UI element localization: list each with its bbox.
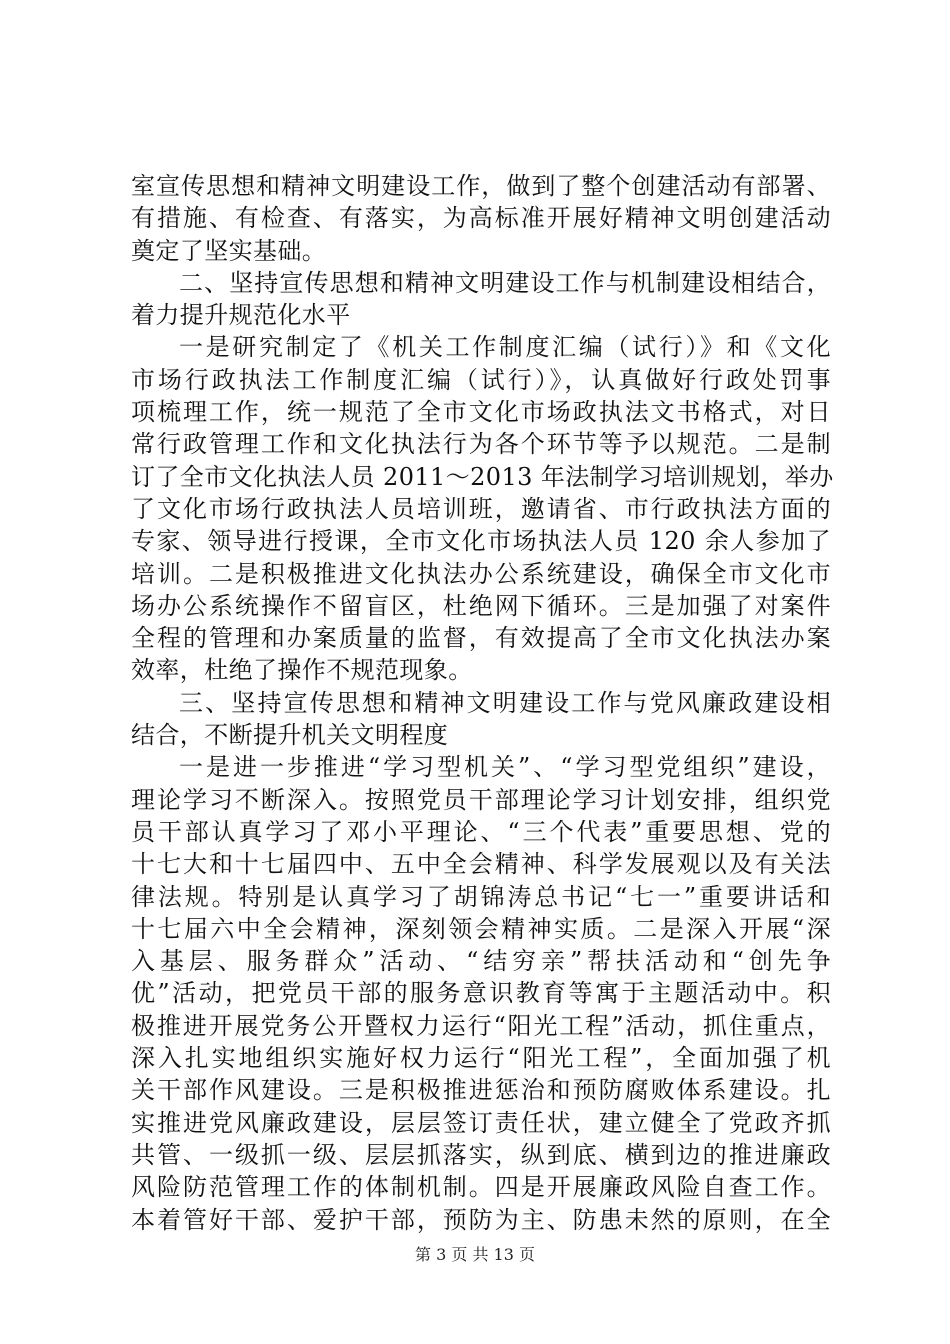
text-line: 一是进一步推进“学习型机关”、“学习型党组织”建设， — [179, 753, 831, 782]
text-line: 培训。二是积极推进文化执法办公系统建设，确保全市文化市 — [131, 559, 831, 588]
text-line: 着力提升规范化水平 — [131, 301, 351, 330]
text-line: 室宣传思想和精神文明建设工作，做到了整个创建活动有部署、 — [131, 172, 831, 200]
text-line: 奠定了坚实基础。 — [131, 236, 327, 265]
text-line: 全程的管理和办案质量的监督，有效提高了全市文化执法办案 — [131, 624, 831, 653]
text-line: 共管、一级抓一级、层层抓落实，纵到底、横到边的推进廉政 — [131, 1140, 831, 1169]
text-line: 本着管好干部、爱护干部，预防为主、防患未然的原则，在全 — [131, 1205, 831, 1234]
text-line: 三、坚持宣传思想和精神文明建设工作与党风廉政建设相 — [179, 688, 831, 717]
text-line: 极推进开展党务公开暨权力运行“阳光工程”活动，抓住重点， — [131, 1011, 831, 1040]
text-line: 律法规。特别是认真学习了胡锦涛总书记“七一”重要讲话和 — [131, 882, 831, 911]
text-line: 订了全市文化执法人员 2011～2013 年法制学习培训规划，举办 — [131, 462, 834, 491]
text-line: 结合，不断提升机关文明程度 — [131, 721, 449, 750]
text-line: 十七大和十七届四中、五中全会精神、科学发展观以及有关法 — [131, 850, 831, 879]
text-line: 关干部作风建设。三是积极推进惩治和预防腐败体系建设。扎 — [131, 1076, 831, 1105]
text-line: 市场行政执法工作制度汇编（试行）》，认真做好行政处罚事 — [131, 365, 831, 394]
text-line: 场办公系统操作不留盲区，杜绝网下循环。三是加强了对案件 — [131, 591, 831, 620]
text-line: 二、坚持宣传思想和精神文明建设工作与机制建设相结合， — [179, 268, 831, 297]
text-line: 了文化市场行政执法人员培训班，邀请省、市行政执法方面的 — [131, 494, 831, 523]
text-line: 效率，杜绝了操作不规范现象。 — [131, 656, 473, 685]
text-line: 有措施、有检查、有落实，为高标准开展好精神文明创建活动 — [131, 204, 831, 233]
text-line: 深入扎实地组织实施好权力运行“阳光工程”，全面加强了机 — [131, 1044, 831, 1073]
text-line: 常行政管理工作和文化执法行为各个环节等予以规范。二是制 — [131, 430, 831, 459]
text-line: 理论学习不断深入。按照党员干部理论学习计划安排，组织党 — [131, 785, 831, 814]
text-line: 一是研究制定了《机关工作制度汇编（试行）》和《文化 — [179, 333, 831, 362]
text-line: 专家、领导进行授课，全市文化市场执法人员 120 余人参加了 — [131, 527, 831, 556]
text-line: 十七届六中全会精神，深刻领会精神实质。二是深入开展“深 — [131, 914, 831, 943]
text-line: 实推进党风廉政建设，层层签订责任状，建立健全了党政齐抓 — [131, 1108, 831, 1137]
page-footer: 第 3 页 共 13 页 — [415, 1245, 535, 1264]
text-line: 风险防范管理工作的体制机制。四是开展廉政风险自查工作。 — [131, 1173, 831, 1202]
document-body — [131, 170, 834, 1236]
text-line: 员干部认真学习了邓小平理论、“三个代表”重要思想、党的 — [131, 817, 831, 846]
text-line: 入基层、服务群众”活动、“结穷亲”帮扶活动和“创先争 — [131, 947, 831, 976]
text-line: 项梳理工作，统一规范了全市文化市场政执法文书格式，对日 — [131, 398, 831, 427]
text-line: 优”活动，把党员干部的服务意识教育等寓于主题活动中。积 — [131, 979, 831, 1008]
